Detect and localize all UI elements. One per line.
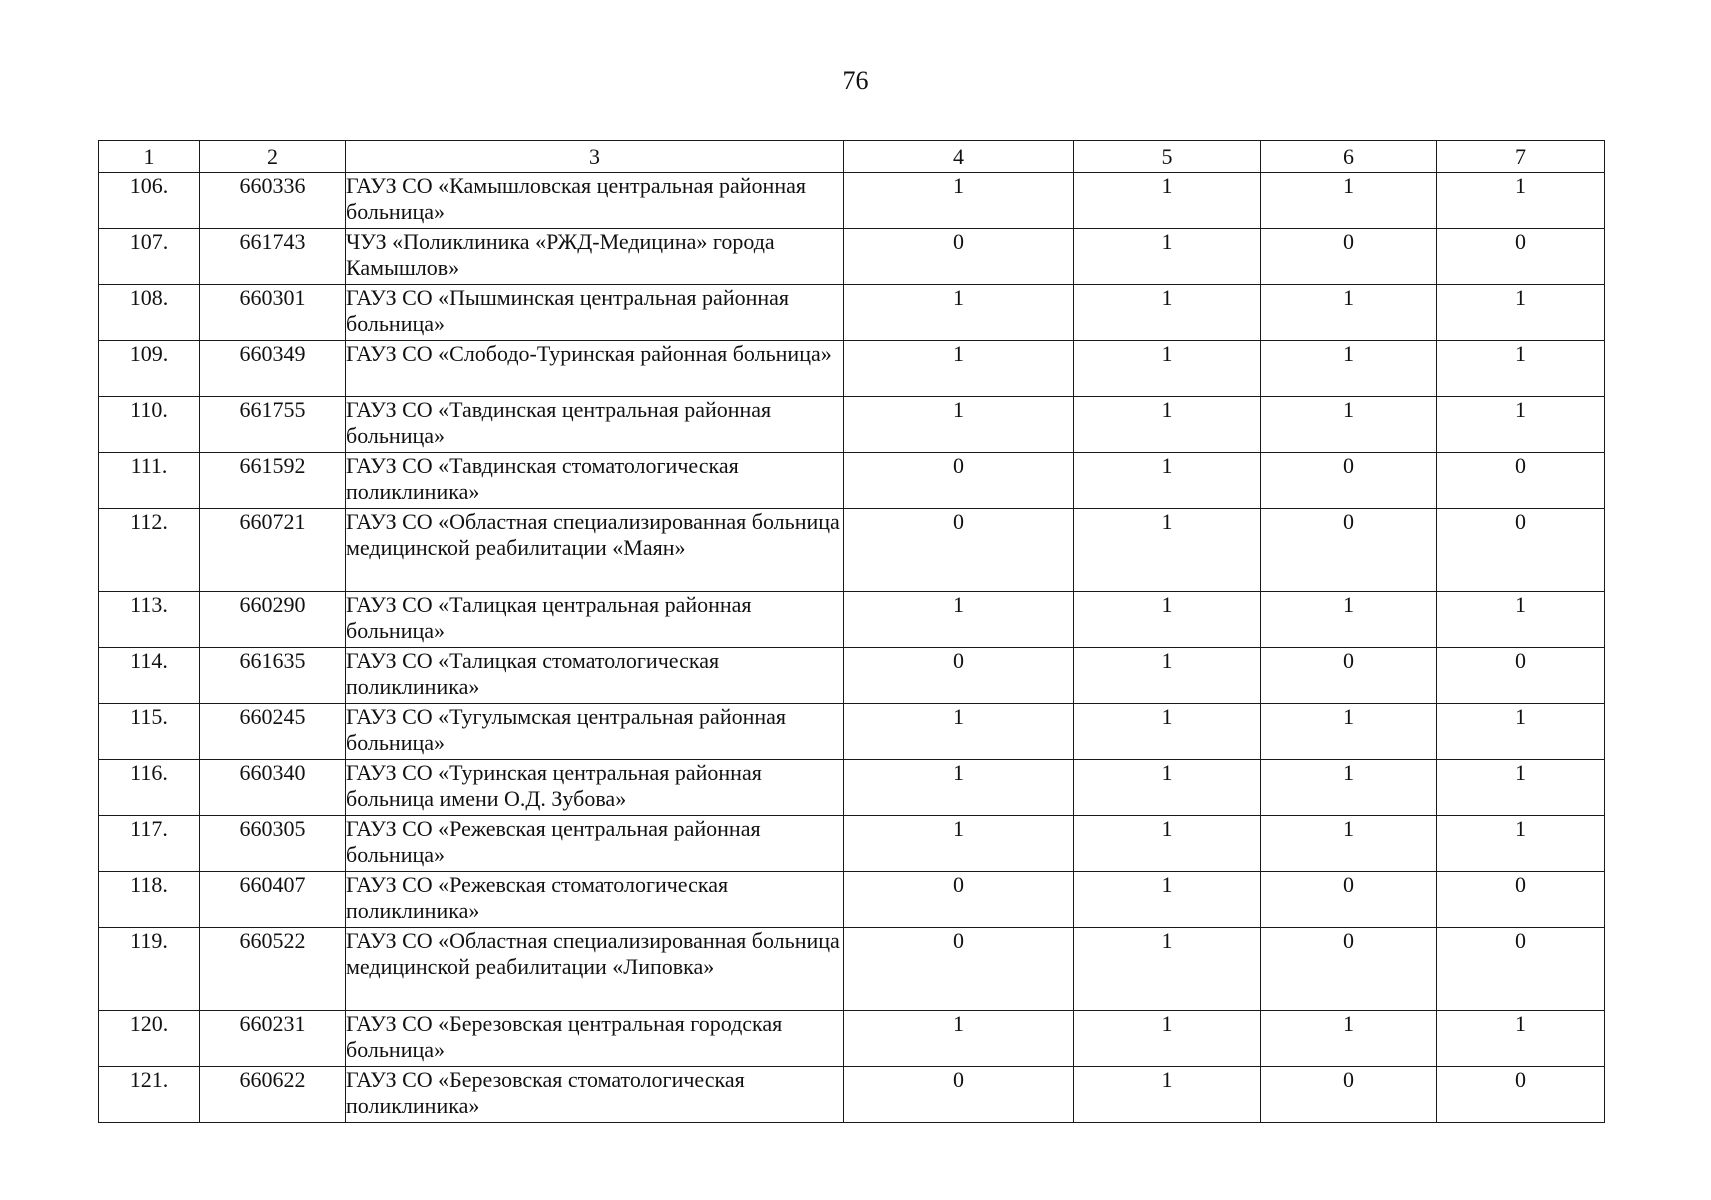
row-value-col6: 1 [1261,341,1437,397]
row-code: 660301 [200,285,346,341]
row-value-col6: 0 [1261,648,1437,704]
table-row [99,285,1605,341]
row-value-col6: 0 [1261,872,1437,928]
table-row [99,453,1605,509]
column-header-3: 3 [346,141,844,173]
row-value-col5: 1 [1074,704,1261,760]
data-table [98,140,1605,1123]
row-value-col5: 1 [1074,341,1261,397]
row-value-col7: 0 [1437,872,1605,928]
row-value-col6: 0 [1261,1067,1437,1123]
table-row [99,872,1605,928]
row-value-col6: 1 [1261,285,1437,341]
table-header [99,141,1605,173]
row-value-col7: 1 [1437,1011,1605,1067]
row-code: 661755 [200,397,346,453]
row-organization-name: ГАУЗ СО «Пышминская центральная районная больница» [346,285,844,341]
row-code: 660336 [200,173,346,229]
row-organization-name: ГАУЗ СО «Областная специализированная больница медицинской реабилитации «Липовка» [346,928,844,1011]
row-value-col7: 1 [1437,760,1605,816]
column-header-2: 2 [200,141,346,173]
row-value-col4: 1 [844,760,1074,816]
row-value-col5: 1 [1074,509,1261,592]
row-code: 660305 [200,816,346,872]
row-value-col4: 0 [844,648,1074,704]
row-code: 660721 [200,509,346,592]
row-value-col4: 0 [844,928,1074,1011]
row-number: 121. [99,1067,200,1123]
row-value-col7: 1 [1437,397,1605,453]
table-row [99,816,1605,872]
row-number: 119. [99,928,200,1011]
row-value-col5: 1 [1074,928,1261,1011]
row-value-col6: 0 [1261,229,1437,285]
table-row [99,760,1605,816]
table-row [99,928,1605,1011]
row-code: 660340 [200,760,346,816]
row-code: 660407 [200,872,346,928]
row-number: 113. [99,592,200,648]
row-value-col7: 0 [1437,1067,1605,1123]
row-number: 110. [99,397,200,453]
column-header-7: 7 [1437,141,1605,173]
row-value-col4: 1 [844,341,1074,397]
row-value-col4: 0 [844,509,1074,592]
row-value-col4: 1 [844,1011,1074,1067]
row-number: 117. [99,816,200,872]
row-number: 115. [99,704,200,760]
row-value-col6: 0 [1261,509,1437,592]
row-number: 120. [99,1011,200,1067]
table-body [99,173,1605,1123]
row-organization-name: ГАУЗ СО «Тугулымская центральная районная больница» [346,704,844,760]
row-organization-name: ГАУЗ СО «Областная специализированная больница медицинской реабилитации «Маян» [346,509,844,592]
row-value-col6: 1 [1261,173,1437,229]
row-organization-name: ГАУЗ СО «Режевская стоматологическая поликлиника» [346,872,844,928]
row-value-col5: 1 [1074,592,1261,648]
row-number: 116. [99,760,200,816]
row-number: 109. [99,341,200,397]
row-value-col4: 0 [844,872,1074,928]
row-code: 661635 [200,648,346,704]
row-value-col4: 1 [844,397,1074,453]
row-value-col7: 1 [1437,341,1605,397]
row-number: 112. [99,509,200,592]
row-value-col4: 0 [844,229,1074,285]
row-code: 660522 [200,928,346,1011]
row-number: 108. [99,285,200,341]
table-row [99,704,1605,760]
row-value-col5: 1 [1074,1067,1261,1123]
row-value-col4: 1 [844,704,1074,760]
row-code: 660231 [200,1011,346,1067]
table-row [99,592,1605,648]
row-organization-name: ГАУЗ СО «Туринская центральная районная больница имени О.Д. Зубова» [346,760,844,816]
row-value-col5: 1 [1074,872,1261,928]
row-value-col5: 1 [1074,760,1261,816]
row-value-col7: 0 [1437,648,1605,704]
row-value-col4: 0 [844,453,1074,509]
row-organization-name: ГАУЗ СО «Тавдинская центральная районная больница» [346,397,844,453]
row-code: 661743 [200,229,346,285]
row-value-col6: 1 [1261,592,1437,648]
row-value-col5: 1 [1074,816,1261,872]
table-row [99,1067,1605,1123]
table-row [99,509,1605,592]
table-row [99,341,1605,397]
row-value-col7: 1 [1437,285,1605,341]
row-code: 661592 [200,453,346,509]
table-row [99,173,1605,229]
column-header-5: 5 [1074,141,1261,173]
row-value-col6: 1 [1261,1011,1437,1067]
row-code: 660290 [200,592,346,648]
row-value-col7: 1 [1437,704,1605,760]
row-number: 106. [99,173,200,229]
row-value-col7: 0 [1437,229,1605,285]
row-value-col4: 1 [844,816,1074,872]
row-number: 114. [99,648,200,704]
row-number: 107. [99,229,200,285]
row-value-col5: 1 [1074,453,1261,509]
row-value-col6: 0 [1261,928,1437,1011]
row-organization-name: ГАУЗ СО «Талицкая центральная районная больница» [346,592,844,648]
row-organization-name: ГАУЗ СО «Слободо-Туринская районная больница» [346,341,844,397]
table-row [99,648,1605,704]
row-organization-name: ГАУЗ СО «Режевская центральная районная больница» [346,816,844,872]
row-value-col5: 1 [1074,229,1261,285]
table-row [99,1011,1605,1067]
row-value-col6: 1 [1261,816,1437,872]
row-value-col6: 1 [1261,704,1437,760]
column-header-1: 1 [99,141,200,173]
header-row [99,141,1605,173]
column-header-6: 6 [1261,141,1437,173]
row-value-col7: 0 [1437,453,1605,509]
row-value-col5: 1 [1074,173,1261,229]
row-number: 118. [99,872,200,928]
row-number: 111. [99,453,200,509]
row-value-col4: 1 [844,285,1074,341]
row-organization-name: ГАУЗ СО «Березовская стоматологическая поликлиника» [346,1067,844,1123]
row-code: 660622 [200,1067,346,1123]
row-value-col4: 0 [844,1067,1074,1123]
row-value-col5: 1 [1074,1011,1261,1067]
row-organization-name: ГАУЗ СО «Березовская центральная городская больница» [346,1011,844,1067]
row-code: 660349 [200,341,346,397]
row-value-col6: 1 [1261,760,1437,816]
row-value-col5: 1 [1074,285,1261,341]
row-value-col7: 1 [1437,816,1605,872]
row-organization-name: ГАУЗ СО «Талицкая стоматологическая поликлиника» [346,648,844,704]
table-row [99,229,1605,285]
row-value-col5: 1 [1074,397,1261,453]
row-value-col7: 1 [1437,173,1605,229]
column-header-4: 4 [844,141,1074,173]
row-organization-name: ГАУЗ СО «Тавдинская стоматологическая поликлиника» [346,453,844,509]
page-number: 76 [842,66,869,95]
row-value-col6: 1 [1261,397,1437,453]
row-value-col4: 1 [844,173,1074,229]
row-organization-name: ГАУЗ СО «Камышловская центральная районная больница» [346,173,844,229]
row-code: 660245 [200,704,346,760]
table-row [99,397,1605,453]
row-value-col7: 0 [1437,509,1605,592]
row-organization-name: ЧУЗ «Поликлиника «РЖД-Медицина» города Камышлов» [346,229,844,285]
row-value-col6: 0 [1261,453,1437,509]
row-value-col4: 1 [844,592,1074,648]
row-value-col5: 1 [1074,648,1261,704]
row-value-col7: 0 [1437,928,1605,1011]
row-value-col7: 1 [1437,592,1605,648]
